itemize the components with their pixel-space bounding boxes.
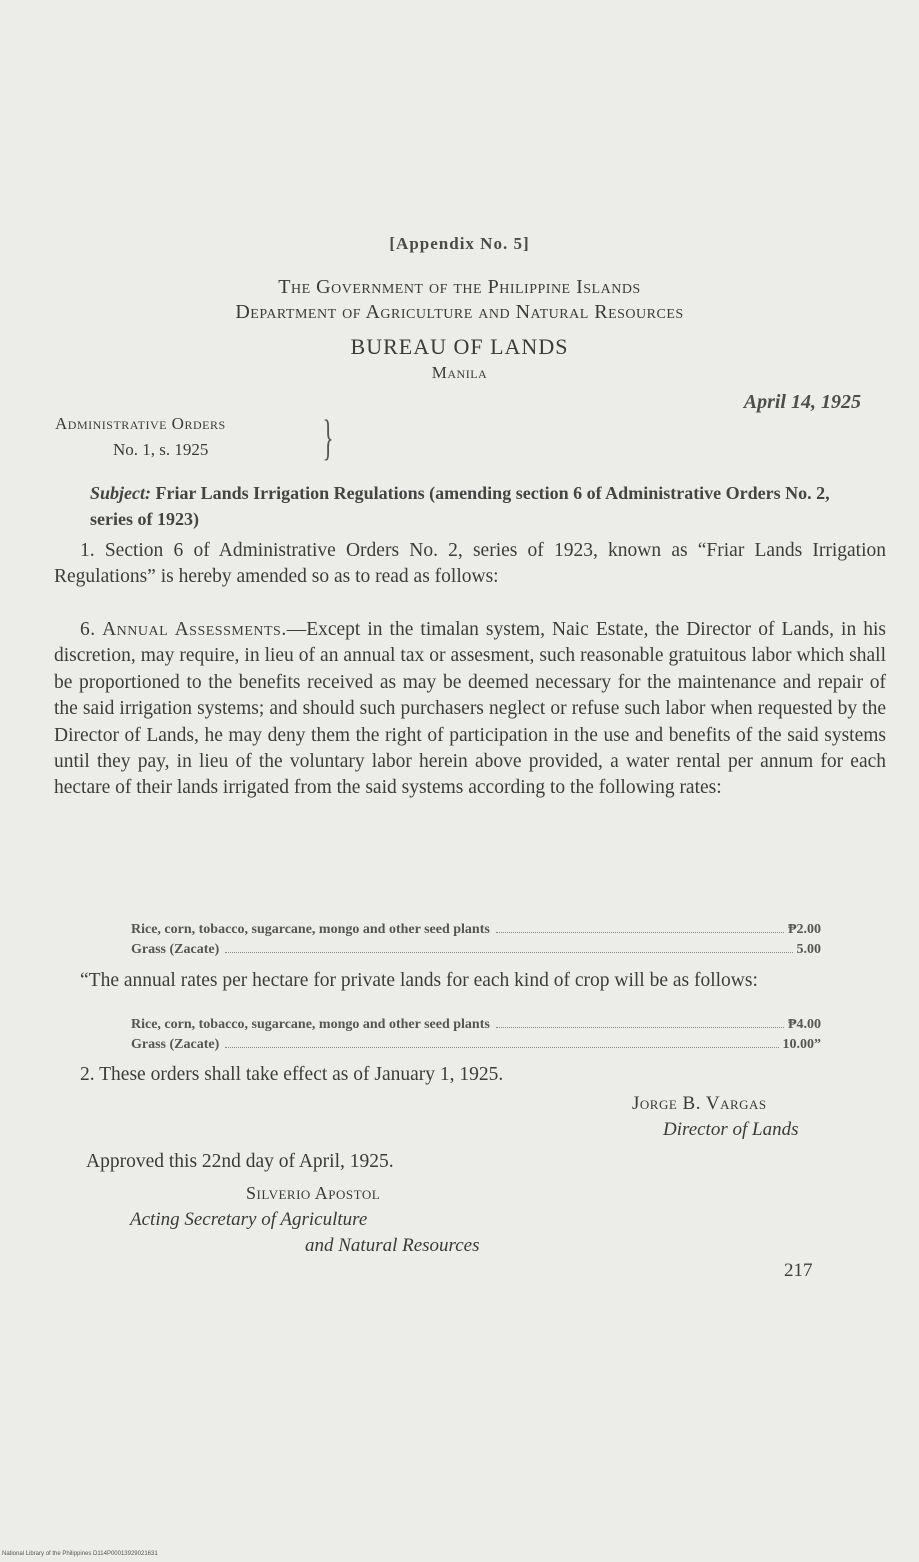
rate-row xyxy=(131,920,821,940)
approver-title-line-2: and Natural Resources xyxy=(305,1235,480,1256)
order-label: Administrative Orders xyxy=(55,414,226,433)
leader-dots xyxy=(225,1047,778,1048)
appendix-heading: [Appendix No. 5] xyxy=(389,234,530,253)
subject-text: Friar Lands Irrigation Regulations (amending section 6 of Administrative Orders No. 2, series of 1923) xyxy=(90,483,830,529)
paragraph-4: 2. These orders shall take effect as of January 1, 1925. xyxy=(80,1064,504,1085)
leader-dots xyxy=(496,932,784,933)
bureau-heading: BUREAU OF LANDS xyxy=(350,334,569,359)
department-heading: Department of Agriculture and Natural Resources xyxy=(235,301,684,323)
document-date: April 14, 1925 xyxy=(743,391,861,413)
approval-line: Approved this 22nd day of April, 1925. xyxy=(86,1151,394,1172)
city-heading: Manila xyxy=(431,363,488,382)
leader-dots xyxy=(496,1027,784,1028)
paragraph-2-lead: 6. Annual Assessments. xyxy=(80,619,287,640)
government-heading: The Government of the Philippine Islands xyxy=(278,276,641,298)
rate-value: 10.00” xyxy=(782,1037,821,1052)
rate-label: Grass (Zacate) xyxy=(131,1037,220,1052)
rate-value: 5.00 xyxy=(796,942,821,957)
paragraph-2-text: —Except in the timalan system, Naic Estate, the Director of Lands, in his discretion, may require, in lieu of an annual tax or assesment, such reasonable gratuitous labor which shall be proportioned to the benefits received as may be deemed necessary for the maintenance and repair of the said irrigation systems; and should such purchasers neglect or refuse such labor when requested by the Director of Lands, he may deny them the right of participation in the use and benefits of the said systems until they pay, in lieu of the voluntary labor herein above provided, a water rental per annum for each hectare of their lands irrigated from the said systems according to the following rates: xyxy=(54,619,886,799)
paragraph-2 xyxy=(54,617,886,802)
rate-row xyxy=(131,1035,821,1055)
scan-footer: National Library of the Philippines D114P00013929021631 xyxy=(2,1551,158,1557)
approver-title-line-1: Acting Secretary of Agriculture xyxy=(130,1209,368,1230)
rate-value: ₱2.00 xyxy=(787,922,821,937)
rate-label: Rice, corn, tobacco, sugarcane, mongo and other seed plants xyxy=(131,922,490,937)
approver-name: Silverio Apostol xyxy=(246,1183,381,1203)
order-number: No. 1, s. 1925 xyxy=(113,440,209,459)
rate-label: Grass (Zacate) xyxy=(131,942,220,957)
rate-row xyxy=(131,940,821,960)
paragraph-3: “The annual rates per hectare for private lands for each kind of crop will be as follows: xyxy=(80,970,758,991)
rate-label: Rice, corn, tobacco, sugarcane, mongo and other seed plants xyxy=(131,1017,490,1032)
leader-dots xyxy=(225,952,792,953)
rates-table-private xyxy=(131,1015,821,1055)
page-number: 217 xyxy=(784,1260,813,1281)
paragraph-1: 1. Section 6 of Administrative Orders No. 2, series of 1923, known as “Friar Lands Irrigation Regulations” is hereby amended so as to read as follows: xyxy=(54,540,886,588)
order-brace: } xyxy=(322,409,334,465)
subject-prefix: Subject: xyxy=(90,483,151,503)
rate-value: ₱4.00 xyxy=(787,1017,821,1032)
signatory-title: Director of Lands xyxy=(663,1119,799,1140)
subject-line xyxy=(90,480,862,532)
rates-table-public xyxy=(131,920,821,960)
rate-row xyxy=(131,1015,821,1035)
signatory-name: Jorge B. Vargas xyxy=(632,1093,767,1114)
